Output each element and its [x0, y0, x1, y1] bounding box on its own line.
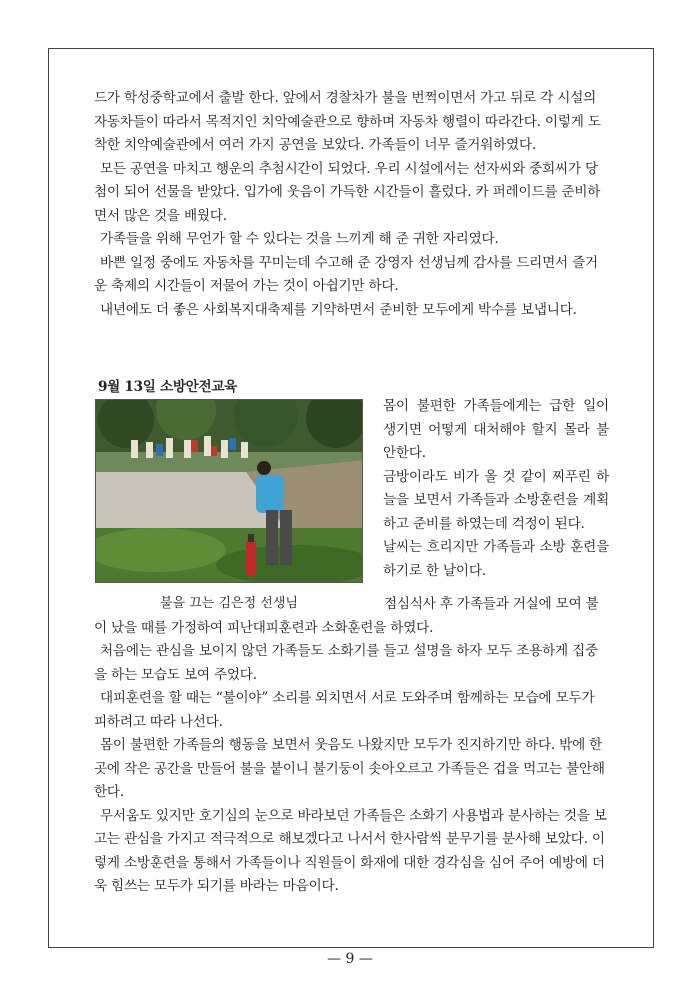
section-heading: 9월 13일 소방안전교육 [98, 379, 237, 395]
page-number: — 9 — [327, 951, 373, 967]
paragraph: 드가 학성중학교에서 출발 한다. 앞에서 경찰차가 불을 번쩍이면서 가고 뒤로 각 시설의 자동차들이 따라서 목적지인 치악예술관으로 향하며 자동차 행렬이 따라간다. 이렇게 도착한 치악예술관에서 여러 가지 공연을 보았다. 가족들이 너무 즐거워하였다. [94, 90, 601, 153]
paragraph: 몸이 불편한 가족들의 행동을 보면서 웃음도 나왔지만 모두가 진지하기만 하다. 밖에 한 곳에 작은 공간을 만들어 불을 붙이니 불기둥이 솟아오르고 가족들은 겁을 먹고는 불안해한다. [94, 737, 605, 800]
paragraph: 바쁜 일정 중에도 자동차를 꾸미는데 수고해 준 강영자 선생님께 감사를 드리면서 즐거운 축제의 시간들이 저물어 가는 것이 아쉽기만 하다. [94, 254, 598, 294]
paragraph: 무서움도 있지만 호기심의 눈으로 바라보던 가족들은 소화기 사용법과 분사하는 것을 보고는 관심을 가지고 적극적으로 해보겠다고 나서서 한사람씩 분무기를 분사해 보았다. 이렇게 소방훈련을 통해서 가족들이나 직원들이 화재에 대한 경각심을 심어 주어 예방에 더욱 힘쓰는 모두가 되기를 바라는 마음이다. [94, 807, 607, 894]
paragraph: 가족들을 위해 무언가 할 수 있다는 것을 느끼게 해 준 귀한 자리였다. [100, 231, 499, 247]
paragraph: 내년에도 더 좋은 사회복지대축제를 기약하면서 준비한 모두에게 박수를 보냅니다. [100, 301, 577, 318]
paragraph: 날씨는 흐리지만 가족들과 소방 훈련을 하기로 한 날이다. [383, 539, 609, 579]
side-text [383, 395, 609, 583]
photo-caption: 불을 끄는 김은정 선생님 [160, 596, 298, 611]
paragraph: 점심식사 후 가족들과 거실에 모여 불이 났을 때를 가정하여 피난대피훈련과 소화훈련을 하였다. [94, 596, 599, 636]
paragraph: 처음에는 관심을 보이지 않던 가족들도 소화기를 들고 설명을 하자 모두 조용하게 집중을 하는 모습도 보여 주었다. [94, 643, 598, 683]
paragraph: 몸이 불편한 가족들에게는 급한 일이 생기면 어떻게 대처해야 할지 몰라 불안한다. [383, 398, 609, 461]
paragraph: 대피훈련을 할 때는 “불이야” 소리를 외치면서 서로 도와주며 함께하는 모습에 모두가 피하려고 따라 나선다. [94, 690, 595, 730]
paragraph: 모든 공연을 마치고 행운의 추첨시간이 되었다. 우리 시설에서는 선자씨와 중희씨가 당첨이 되어 선물을 받았다. 입가에 웃음이 가득한 시간들이 흘렀다. 카 퍼레이드를 준비하면서 많은 것을 배웠다. [94, 160, 601, 224]
lower-text [94, 593, 609, 899]
paragraph: 금방이라도 비가 올 것 같이 찌푸린 하늘을 보면서 가족들과 소방훈련을 계획하고 준비를 하였는데 걱정이 된다. [383, 468, 609, 532]
fire-drill-photo [95, 399, 363, 583]
intro-text [94, 87, 609, 322]
